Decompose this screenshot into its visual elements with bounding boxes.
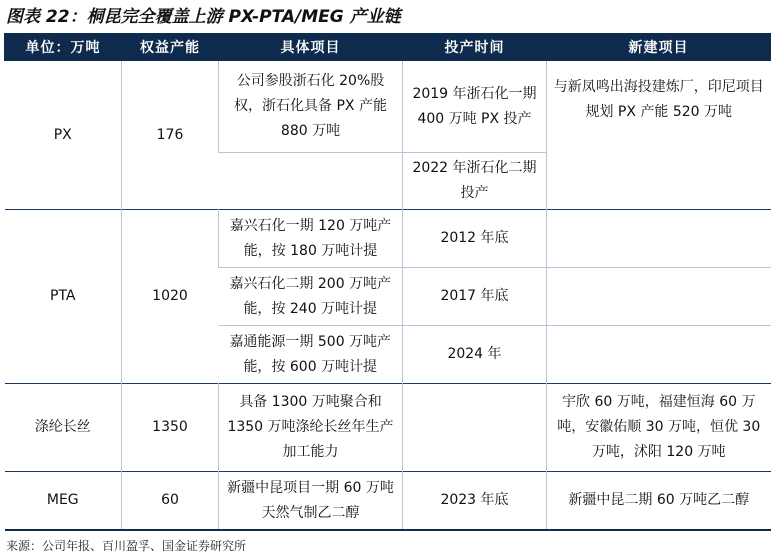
project-cell: 嘉通能源一期 500 万吨产能，按 600 万吨计提	[229, 333, 392, 375]
source-note: 来源：公司年报、百川盈孚、国金证券研究所	[6, 539, 247, 553]
capacity-cell: 176	[122, 61, 219, 210]
product-cell: MEG	[46, 492, 79, 509]
time-cell: 2017 年底	[403, 268, 547, 326]
new-project-cell	[547, 326, 771, 384]
new-project-cell: 与新凤鸣出海投建炼厂，印尼项目规划 PX 产能 520 万吨	[547, 61, 771, 210]
new-project-cell: 宇欣 60 万吨，福建恒海 60 万吨，安徽佑顺 30 万吨，恒优 30 万吨，沭阳 120 万吨	[547, 384, 771, 472]
product-cell: 涤纶长丝	[34, 419, 91, 436]
new-project-cell: 新疆中昆二期 60 万吨乙二醇	[547, 472, 771, 530]
capacity-cell: 1350	[122, 384, 219, 472]
product-cell: PTA	[50, 288, 76, 305]
time-cell: 2019 年浙石化一期 400 万吨 PX 投产	[403, 61, 547, 153]
new-project-cell	[547, 268, 771, 326]
project-cell: 新疆中昆项目一期 60 万吨天然气制乙二醇	[219, 472, 403, 530]
table-row	[5, 210, 771, 268]
project-cell: 公司参股浙石化 20%股权，浙石化具备 PX 产能 880 万吨	[219, 61, 403, 153]
table-row	[5, 472, 771, 530]
table-row	[5, 384, 771, 472]
new-project-cell	[547, 210, 771, 268]
project-cell: 具备 1300 万吨聚合和 1350 万吨涤纶长丝年生产加工能力	[219, 384, 403, 472]
header-project: 具体项目	[219, 34, 403, 61]
project-cell: 嘉兴石化一期 120 万吨产能，按 180 万吨计提	[219, 210, 403, 268]
header-capacity: 权益产能	[122, 34, 219, 61]
capacity-table	[4, 33, 771, 531]
time-cell	[403, 384, 547, 472]
time-cell: 2023 年底	[403, 472, 547, 530]
time-cell: 2024 年	[403, 326, 547, 384]
time-cell: 2012 年底	[403, 210, 547, 268]
capacity-cell: 60	[122, 472, 219, 530]
project-cell: 嘉兴石化二期 200 万吨产能，按 240 万吨计提	[229, 275, 392, 317]
product-cell: PX	[53, 126, 72, 143]
figure-title: 图表 22：桐昆完全覆盖上游 PX-PTA/MEG 产业链	[6, 7, 401, 27]
header-start-time: 投产时间	[403, 34, 547, 61]
header-unit: 单位：万吨	[5, 34, 122, 61]
table-row	[5, 61, 771, 153]
project-cell	[219, 153, 403, 210]
table-header-row	[5, 34, 771, 61]
capacity-cell: 1020	[122, 210, 219, 384]
header-new-project: 新建项目	[547, 34, 771, 61]
time-cell: 2022 年浙石化二期投产	[403, 153, 547, 210]
